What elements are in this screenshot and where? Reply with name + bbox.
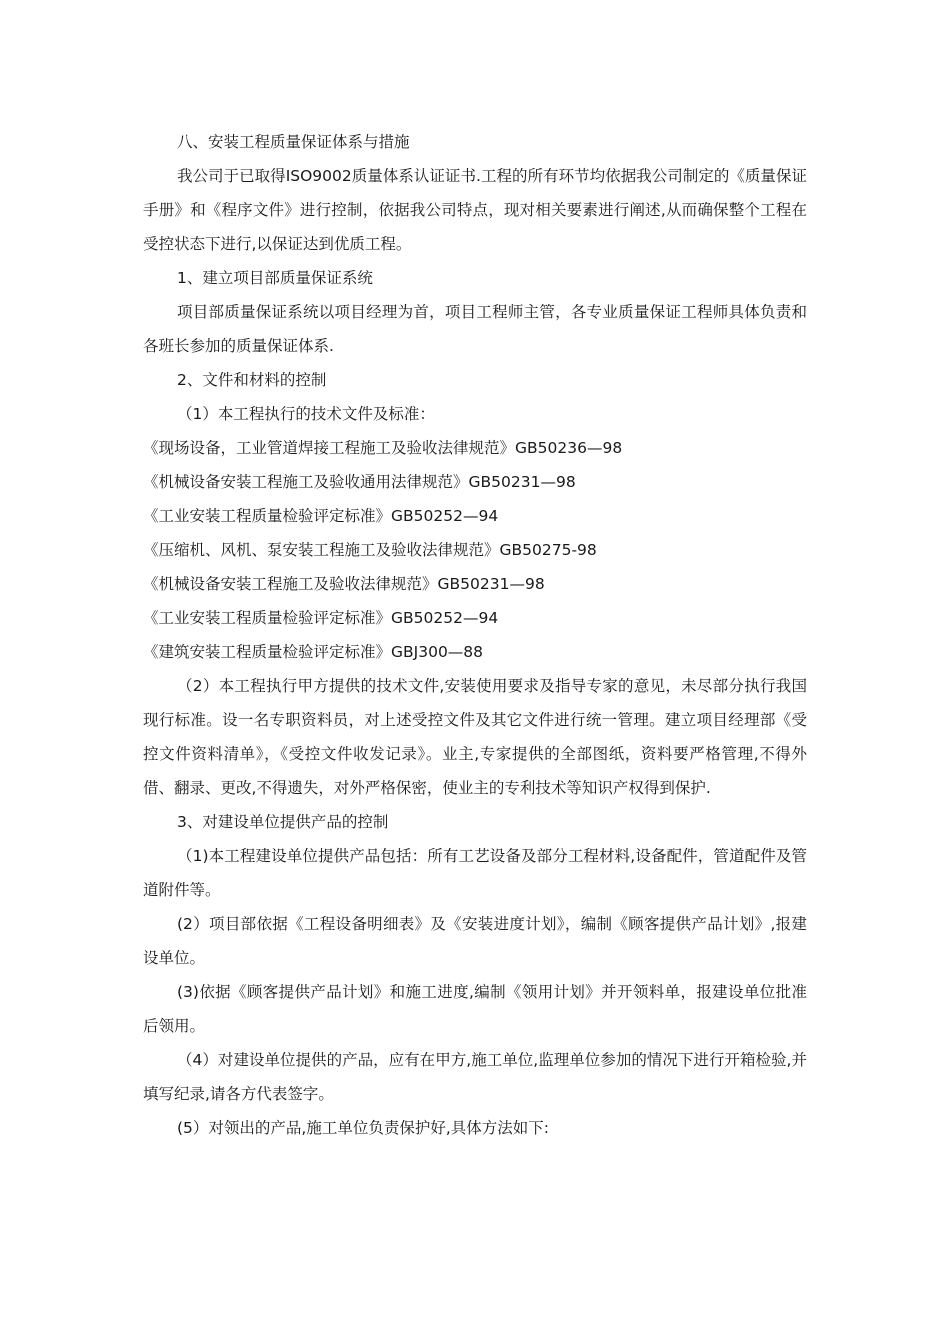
standard-item: 《现场设备，工业管道焊接工程施工及验收法律规范》GB50236—98 — [143, 439, 623, 457]
section-3-item-3: (3)依据《顾客提供产品计划》和施工进度,编制《领用计划》并开领料单，报建设单位批准后领用。 — [143, 983, 807, 1035]
section-1-title: 1、建立项目部质量保证系统 — [177, 269, 373, 287]
section-heading: 八、安装工程质量保证体系与措施 — [177, 133, 410, 151]
section-2-item-1: （1）本工程执行的技术文件及标准： — [177, 405, 435, 423]
section-2-item-2: （2）本工程执行甲方提供的技术文件,安装使用要求及指导专家的意见，未尽部分执行我国现行标准。设一名专职资料员，对上述受控文件及其它文件进行统一管理。建立项目经理部《受控文件资料清单》，《受控文件收发记录》。业主,专家提供的全部图纸，资料要严格管理,不得外借、翻录、更改,不得遗失，对外严格保密，使业主的专利技术等知识产权得到保护. — [143, 677, 807, 797]
standard-item: 《机械设备安装工程施工及验收法律规范》GB50231—98 — [143, 575, 545, 593]
section-1-body: 项目部质量保证系统以项目经理为首，项目工程师主管，各专业质量保证工程师具体负责和各班长参加的质量保证体系. — [143, 303, 807, 355]
standard-item: 《建筑安装工程质量检验评定标准》GBJ300—88 — [143, 643, 484, 661]
standard-item: 《压缩机、风机、泵安装工程施工及验收法律规范》GB50275-98 — [143, 541, 597, 559]
section-2-title: 2、文件和材料的控制 — [177, 371, 327, 389]
standard-item: 《工业安装工程质量检验评定标准》GB50252—94 — [143, 609, 499, 627]
standard-item: 《工业安装工程质量检验评定标准》GB50252—94 — [143, 507, 499, 525]
section-3-item-1: （1)本工程建设单位提供产品包括：所有工艺设备及部分工程材料,设备配件，管道配件及管道附件等。 — [143, 847, 807, 899]
standard-item: 《机械设备安装工程施工及验收通用法律规范》GB50231—98 — [143, 473, 576, 491]
section-3-item-2: (2）项目部依据《工程设备明细表》及《安装进度计划》，编制《顾客提供产品计划》,报建设单位。 — [143, 915, 807, 967]
section-3-item-5: (5）对领出的产品,施工单位负责保护好,具体方法如下: — [177, 1119, 549, 1137]
section-3-item-4: （4）对建设单位提供的产品，应有在甲方,施工单位,监理单位参加的情况下进行开箱检验,并填写纪录,请各方代表签字。 — [143, 1051, 807, 1103]
intro-paragraph: 我公司于已取得ISO9002质量体系认证证书.工程的所有环节均依据我公司制定的《质量保证手册》和《程序文件》进行控制，依据我公司特点，现对相关要素进行阐述,从而确保整个工程在受控状态下进行,以保证达到优质工程。 — [143, 167, 807, 253]
document-body — [143, 125, 807, 1145]
section-3-title: 3、对建设单位提供产品的控制 — [177, 813, 389, 831]
